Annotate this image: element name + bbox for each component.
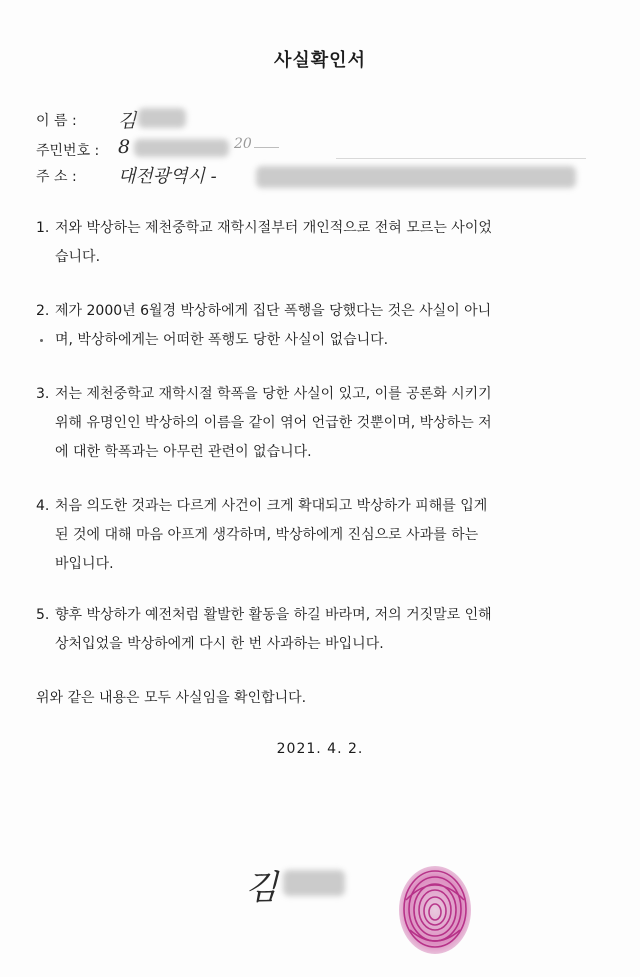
- fingerprint-icon: [392, 860, 478, 960]
- statement-line: 상처입었을 박상하에게 다시 한 번 사과하는 바입니다.: [55, 636, 384, 652]
- statement-number: 5.: [36, 607, 50, 623]
- statement-5: [36, 601, 606, 663]
- statement-1: [36, 214, 606, 276]
- id-faint-stroke: [254, 147, 279, 148]
- name-value: 김: [118, 110, 137, 132]
- id-redaction: [134, 139, 229, 157]
- statement-number: 3.: [36, 386, 50, 402]
- id-value: 8: [118, 136, 131, 158]
- statement-line: 향후 박상하가 예전처럼 활발한 활동을 하길 바라며, 저의 거짓말로 인해: [55, 607, 492, 623]
- stray-mark: [40, 339, 43, 342]
- statement-4: [36, 492, 606, 582]
- name-redaction: [138, 108, 186, 128]
- statement-line: 에 대한 학폭과는 아무런 관련이 없습니다.: [55, 444, 312, 460]
- statement-line: 제가 2000년 6월경 박상하에게 집단 폭행을 당했다는 것은 사실이 아니: [55, 303, 492, 319]
- statement-3: [36, 380, 606, 470]
- closing-statement: 위와 같은 내용은 모두 사실임을 확인합니다.: [36, 690, 307, 706]
- document-date: 2021. 4. 2.: [276, 741, 364, 757]
- address-field: [36, 166, 616, 188]
- statement-line: 저는 제천중학교 재학시절 학폭을 당한 사실이 있고, 이를 공론화 시키기: [55, 386, 492, 402]
- signature: [245, 860, 355, 920]
- statement-line: 위해 유명인인 박상하의 이름을 같이 엮어 언급한 것뿐이며, 박상하는 저: [55, 415, 492, 431]
- id-tail: 20: [234, 136, 252, 152]
- name-label: 이 름 :: [36, 113, 77, 129]
- document-title: 사실확인서: [274, 50, 366, 71]
- address-faint-stroke: [336, 158, 586, 159]
- statement-line: 바입니다.: [55, 556, 114, 572]
- address-label: 주 소 :: [36, 169, 77, 185]
- statement-number: 2.: [36, 303, 50, 319]
- statement-line: 된 것에 대해 마음 아프게 생각하며, 박상하에게 진심으로 사과를 하는: [55, 527, 479, 543]
- name-field: [36, 110, 596, 132]
- statement-line: 저와 박상하는 제천중학교 재학시절부터 개인적으로 전혀 모르는 사이었: [55, 220, 492, 236]
- statement-line: 며, 박상하에게는 어떠한 폭행도 당한 사실이 없습니다.: [55, 332, 389, 348]
- statement-number: 4.: [36, 498, 50, 514]
- statement-line: 처음 의도한 것과는 다르게 사건이 크게 확대되고 박상하가 피해를 입게: [55, 498, 488, 514]
- address-redaction: [256, 166, 576, 188]
- statement-2: [36, 297, 606, 359]
- statement-line: 습니다.: [55, 249, 101, 265]
- address-value: 대전광역시 -: [118, 166, 217, 187]
- signature-text: 김: [245, 868, 278, 908]
- statement-number: 1.: [36, 220, 50, 236]
- signature-redaction: [283, 870, 345, 896]
- id-label: 주민번호 :: [36, 143, 100, 159]
